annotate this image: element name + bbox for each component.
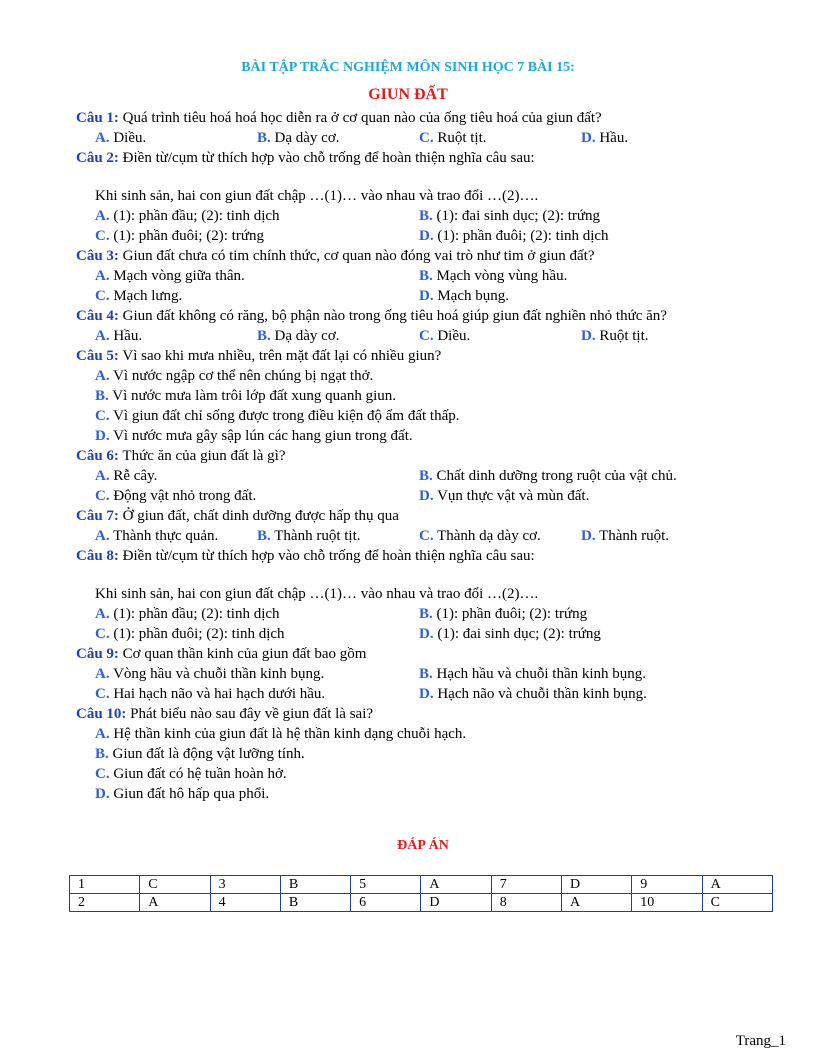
table-cell: 7	[491, 876, 561, 894]
option-c: C. Giun đất có hệ tuần hoàn hở.	[95, 766, 287, 782]
table-cell: D	[561, 876, 631, 894]
question-list	[76, 108, 786, 804]
table-cell: B	[280, 876, 350, 894]
table-cell: 10	[632, 894, 702, 912]
option-c: C. Diều.	[419, 328, 471, 344]
question-text: Vì sao khi mưa nhiều, trên mặt đất lại có nhiều giun?	[122, 348, 442, 364]
table-cell: A	[140, 894, 210, 912]
option-c: C. Vì giun đất chỉ sống được trong điều kiện độ ẩm đất thấp.	[95, 408, 460, 424]
question-number: Câu 9:	[76, 646, 119, 662]
option-d: D. Vì nước mưa gây sập lún các hang giun trong đất.	[95, 428, 413, 444]
option-b: B. Dạ dày cơ.	[257, 328, 340, 344]
question-text: Thức ăn của giun đất là gì?	[122, 448, 286, 464]
option-a: A. Hệ thần kinh của giun đất là hệ thần kinh dạng chuỗi hạch.	[95, 726, 467, 742]
option-c: C. Ruột tịt.	[419, 130, 487, 146]
option-a: A. Vòng hầu và chuỗi thần kinh bụng.	[95, 666, 325, 682]
option-c: C. Thành dạ dày cơ.	[419, 528, 541, 544]
table-cell: 3	[210, 876, 280, 894]
question-text: Ở giun đất, chất dinh dưỡng được hấp thụ qua	[122, 508, 399, 524]
table-cell: 8	[491, 894, 561, 912]
question-number: Câu 6:	[76, 448, 119, 464]
question-2	[76, 148, 786, 246]
option-b: B. Chất dinh dưỡng trong ruột của vật chủ.	[419, 468, 677, 484]
question-number: Câu 5:	[76, 348, 119, 364]
fill-in-sentence: Khi sinh sản, hai con giun đất chập …(1)… vào nhau và trao đổi …(2)….	[95, 586, 539, 602]
table-row	[70, 876, 773, 894]
table-cell: 1	[70, 876, 140, 894]
option-d: D. Thành ruột.	[581, 528, 670, 544]
option-c: C. Hai hạch não và hai hạch dưới hầu.	[95, 686, 326, 702]
table-cell: 4	[210, 894, 280, 912]
option-a: A. (1): phần đầu; (2): tinh dịch	[95, 208, 280, 224]
option-b: B. Hạch hầu và chuỗi thần kinh bụng.	[419, 666, 647, 682]
table-cell: 9	[632, 876, 702, 894]
option-d: D. Vụn thực vật và mùn đất.	[419, 488, 590, 504]
table-cell: A	[421, 876, 491, 894]
option-c: C. (1): phần đuôi; (2): trứng	[95, 228, 264, 244]
table-row	[70, 894, 773, 912]
table-cell: 6	[351, 894, 421, 912]
table-cell: A	[702, 876, 772, 894]
page-number: Trang_1	[735, 1033, 786, 1049]
table-cell: 5	[351, 876, 421, 894]
option-d: D. Hầu.	[581, 130, 629, 146]
question-1	[76, 108, 786, 148]
question-10	[76, 704, 786, 804]
option-b: B. (1): phần đuôi; (2): trứng	[419, 606, 588, 622]
option-b: B. Vì nước mưa làm trôi lớp đất xung quanh giun.	[95, 388, 396, 404]
question-number: Câu 8:	[76, 548, 119, 564]
question-5	[76, 346, 786, 446]
question-8	[76, 546, 786, 644]
question-number: Câu 1:	[76, 110, 119, 126]
question-4	[76, 306, 786, 346]
question-text: Giun đất chưa có tim chính thức, cơ quan nào đóng vai trò như tim ở giun đất?	[122, 248, 595, 264]
question-6	[76, 446, 786, 506]
option-a: A. Rễ cây.	[95, 468, 158, 484]
option-a: A. (1): phần đầu; (2): tinh dịch	[95, 606, 280, 622]
fill-in-sentence: Khi sinh sản, hai con giun đất chập …(1)… vào nhau và trao đổi …(2)….	[95, 188, 539, 204]
question-text: Cơ quan thần kinh của giun đất bao gồm	[122, 646, 367, 662]
question-text: Giun đất không có răng, bộ phận nào trong ống tiêu hoá giúp giun đất nghiền nhỏ thức ăn?	[122, 308, 667, 324]
page-title: BÀI TẬP TRẮC NGHIỆM MÔN SINH HỌC 7 BÀI 15:	[241, 60, 575, 75]
option-d: D. (1): phần đuôi; (2): tinh dịch	[419, 228, 609, 244]
option-d: D. Mạch bụng.	[419, 288, 509, 304]
option-d: D. Ruột tịt.	[581, 328, 649, 344]
question-7	[76, 506, 786, 546]
answer-table	[69, 875, 773, 912]
option-d: D. Hạch não và chuỗi thần kinh bụng.	[419, 686, 647, 702]
question-number: Câu 4:	[76, 308, 119, 324]
question-9	[76, 644, 786, 704]
option-b: B. Giun đất là động vật lưỡng tính.	[95, 746, 305, 762]
question-number: Câu 10:	[76, 706, 127, 722]
table-cell: C	[702, 894, 772, 912]
option-d: D. Giun đất hô hấp qua phổi.	[95, 786, 270, 802]
option-b: B. Dạ dày cơ.	[257, 130, 340, 146]
option-c: C. Mạch lưng.	[95, 288, 183, 304]
table-cell: A	[561, 894, 631, 912]
question-text: Quá trình tiêu hoá hoá học diễn ra ở cơ quan nào của ống tiêu hoá của giun đất?	[122, 110, 602, 126]
option-d: D. (1): đai sinh dục; (2): trứng	[419, 626, 601, 642]
option-a: A. Thành thực quản.	[95, 528, 219, 544]
option-a: A. Vì nước ngập cơ thể nên chúng bị ngạt thở.	[95, 368, 374, 384]
table-cell: D	[421, 894, 491, 912]
option-a: A. Diều.	[95, 130, 147, 146]
table-cell: C	[140, 876, 210, 894]
option-b: B. (1): đai sinh dục; (2): trứng	[419, 208, 601, 224]
question-number: Câu 3:	[76, 248, 119, 264]
option-b: B. Mạch vòng vùng hầu.	[419, 268, 568, 284]
question-text: Điền từ/cụm từ thích hợp vào chỗ trống để hoàn thiện nghĩa câu sau:	[122, 548, 535, 564]
option-c: C. (1): phần đuôi; (2): tinh dịch	[95, 626, 285, 642]
question-number: Câu 7:	[76, 508, 119, 524]
question-number: Câu 2:	[76, 150, 119, 166]
question-text: Phát biểu nào sau đây về giun đất là sai?	[130, 706, 374, 722]
option-a: A. Hầu.	[95, 328, 143, 344]
table-cell: B	[280, 894, 350, 912]
question-text: Điền từ/cụm từ thích hợp vào chỗ trống để hoàn thiện nghĩa câu sau:	[122, 150, 535, 166]
page-subtitle: GIUN ĐẤT	[368, 86, 448, 103]
option-c: C. Động vật nhỏ trong đất.	[95, 488, 257, 504]
table-cell: 2	[70, 894, 140, 912]
answer-heading: ĐÁP ÁN	[397, 838, 449, 853]
option-a: A. Mạch vòng giữa thân.	[95, 268, 245, 284]
option-b: B. Thành ruột tịt.	[257, 528, 361, 544]
question-3	[76, 246, 786, 306]
